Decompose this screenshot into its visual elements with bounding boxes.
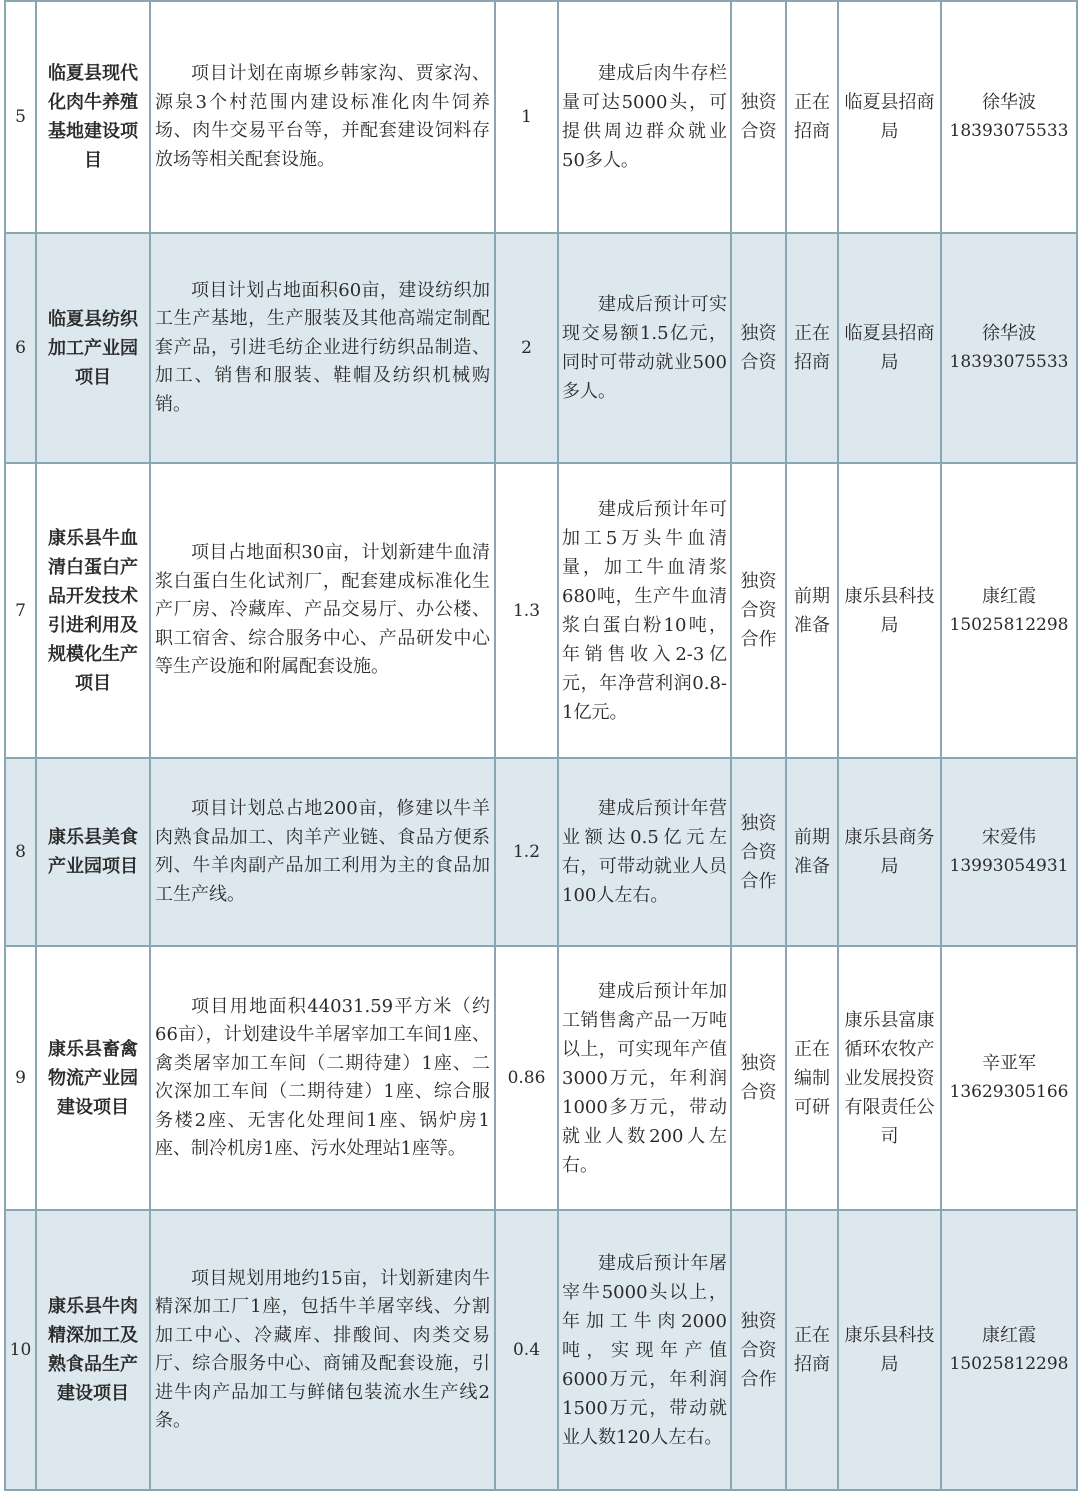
contact-phone: 15025812298	[949, 614, 1069, 635]
investment-amount: 1	[495, 1, 558, 233]
project-description: 项目计划在南塬乡韩家沟、贾家沟、源泉3个村范围内建设标准化肉牛饲养场、肉牛交易平台等，并配套建设饲料存放场等相关配套设施。	[150, 1, 495, 233]
investment-amount: 1.3	[495, 463, 558, 758]
contact-info	[941, 946, 1077, 1210]
project-description: 项目占地面积30亩，计划新建牛血清浆白蛋白生化试剂厂，配套建成标准化生产厂房、冷藏库、产品交易厅、办公楼、职工宿舍、综合服务中心、产品研发中心等生产设施和附属配套设施。	[150, 463, 495, 758]
project-name: 临夏县现代化肉牛养殖基地建设项目	[36, 1, 150, 233]
project-description: 项目规划用地约15亩，计划新建肉牛精深加工厂1座，包括牛羊屠宰线、分割加工中心、冷藏库、排酸间、肉类交易厅、综合服务中心、商铺及配套设施，引进牛肉产品加工与鲜储包装流水生产线2条。	[150, 1210, 495, 1490]
project-name: 临夏县纺织加工产业园项目	[36, 233, 150, 463]
row-number: 9	[5, 946, 36, 1210]
row-number: 7	[5, 463, 36, 758]
cooperation-mode: 独资合资合作	[731, 758, 786, 946]
expected-benefit: 建成后预计年屠宰牛5000头以上，年加工牛肉2000吨，实现年产值6000万元，年利润1500万元，带动就业人数120人左右。	[558, 1210, 731, 1490]
contact-phone: 13993054931	[949, 856, 1069, 876]
project-name: 康乐县牛肉精深加工及熟食品生产建设项目	[36, 1210, 150, 1490]
cooperation-mode: 独资合资合作	[731, 463, 786, 758]
contact-name: 徐华波	[982, 323, 1036, 344]
expected-benefit: 建成后预计年加工销售禽产品一万吨以上，可实现年产值3000万元，年利润1000多万元，带动就业人数200人左右。	[558, 946, 731, 1210]
contact-name: 宋爱伟	[982, 827, 1036, 848]
table-row	[5, 1, 1077, 233]
contact-phone: 13629305166	[949, 1082, 1069, 1102]
project-status: 正在编制可研	[786, 946, 838, 1210]
cooperation-mode: 独资合资	[731, 233, 786, 463]
project-description: 项目计划占地面积60亩，建设纺织加工生产基地，生产服装及其他高端定制配套产品，引进毛纺企业进行纺织品制造、加工、销售和服装、鞋帽及纺织机械购销。	[150, 233, 495, 463]
project-name: 康乐县畜禽物流产业园建设项目	[36, 946, 150, 1210]
table-row	[5, 1210, 1077, 1490]
contact-name: 徐华波	[982, 92, 1036, 113]
cooperation-mode: 独资合资合作	[731, 1210, 786, 1490]
contact-info	[941, 233, 1077, 463]
row-number: 6	[5, 233, 36, 463]
table-row	[5, 946, 1077, 1210]
project-table	[4, 0, 1078, 1491]
project-status: 正在招商	[786, 1, 838, 233]
responsible-unit: 康乐县商务局	[838, 758, 941, 946]
investment-amount: 2	[495, 233, 558, 463]
contact-name: 辛亚军	[982, 1053, 1036, 1074]
project-description: 项目用地面积44031.59平方米（约66亩），计划建设牛羊屠宰加工车间1座、禽类屠宰加工车间（二期待建）1座、二次深加工车间（二期待建）1座、综合服务楼2座、无害化处理间1座、锅炉房1座、制冷机房1座、污水处理站1座等。	[150, 946, 495, 1210]
contact-info	[941, 463, 1077, 758]
expected-benefit: 建成后肉牛存栏量可达5000头，可提供周边群众就业50多人。	[558, 1, 731, 233]
project-status: 正在招商	[786, 1210, 838, 1490]
table-row	[5, 758, 1077, 946]
project-description: 项目计划总占地200亩，修建以牛羊肉熟食品加工、肉羊产业链、食品方便系列、牛羊肉副产品加工利用为主的食品加工生产线。	[150, 758, 495, 946]
project-name: 康乐县牛血清白蛋白产品开发技术引进利用及规模化生产项目	[36, 463, 150, 758]
responsible-unit: 康乐县科技局	[838, 1210, 941, 1490]
responsible-unit: 康乐县科技局	[838, 463, 941, 758]
row-number: 10	[5, 1210, 36, 1490]
expected-benefit: 建成后预计年可加工5万头牛血清量，加工牛血清浆680吨，生产牛血清浆白蛋白粉10吨，年销售收入2-3亿元，年净营利润0.8-1亿元。	[558, 463, 731, 758]
responsible-unit: 康乐县富康循环农牧产业发展投资有限责任公司	[838, 946, 941, 1210]
row-number: 5	[5, 1, 36, 233]
expected-benefit: 建成后预计年营业额达0.5亿元左右，可带动就业人员100人左右。	[558, 758, 731, 946]
project-status: 前期准备	[786, 463, 838, 758]
project-status: 前期准备	[786, 758, 838, 946]
table-row	[5, 233, 1077, 463]
contact-phone: 18393075533	[949, 352, 1069, 372]
table-row	[5, 463, 1077, 758]
contact-info	[941, 1, 1077, 233]
row-number: 8	[5, 758, 36, 946]
contact-info	[941, 758, 1077, 946]
contact-info	[941, 1210, 1077, 1490]
contact-phone: 18393075533	[949, 121, 1069, 141]
investment-amount: 0.4	[495, 1210, 558, 1490]
contact-name: 康红霞	[982, 1325, 1036, 1346]
cooperation-mode: 独资合资	[731, 946, 786, 1210]
investment-amount: 1.2	[495, 758, 558, 946]
responsible-unit: 临夏县招商局	[838, 233, 941, 463]
cooperation-mode: 独资合资	[731, 1, 786, 233]
project-status: 正在招商	[786, 233, 838, 463]
responsible-unit: 临夏县招商局	[838, 1, 941, 233]
investment-amount: 0.86	[495, 946, 558, 1210]
expected-benefit: 建成后预计可实现交易额1.5亿元，同时可带动就业500多人。	[558, 233, 731, 463]
contact-phone: 15025812298	[949, 1354, 1069, 1374]
project-name: 康乐县美食产业园项目	[36, 758, 150, 946]
contact-name: 康红霞	[982, 585, 1036, 607]
